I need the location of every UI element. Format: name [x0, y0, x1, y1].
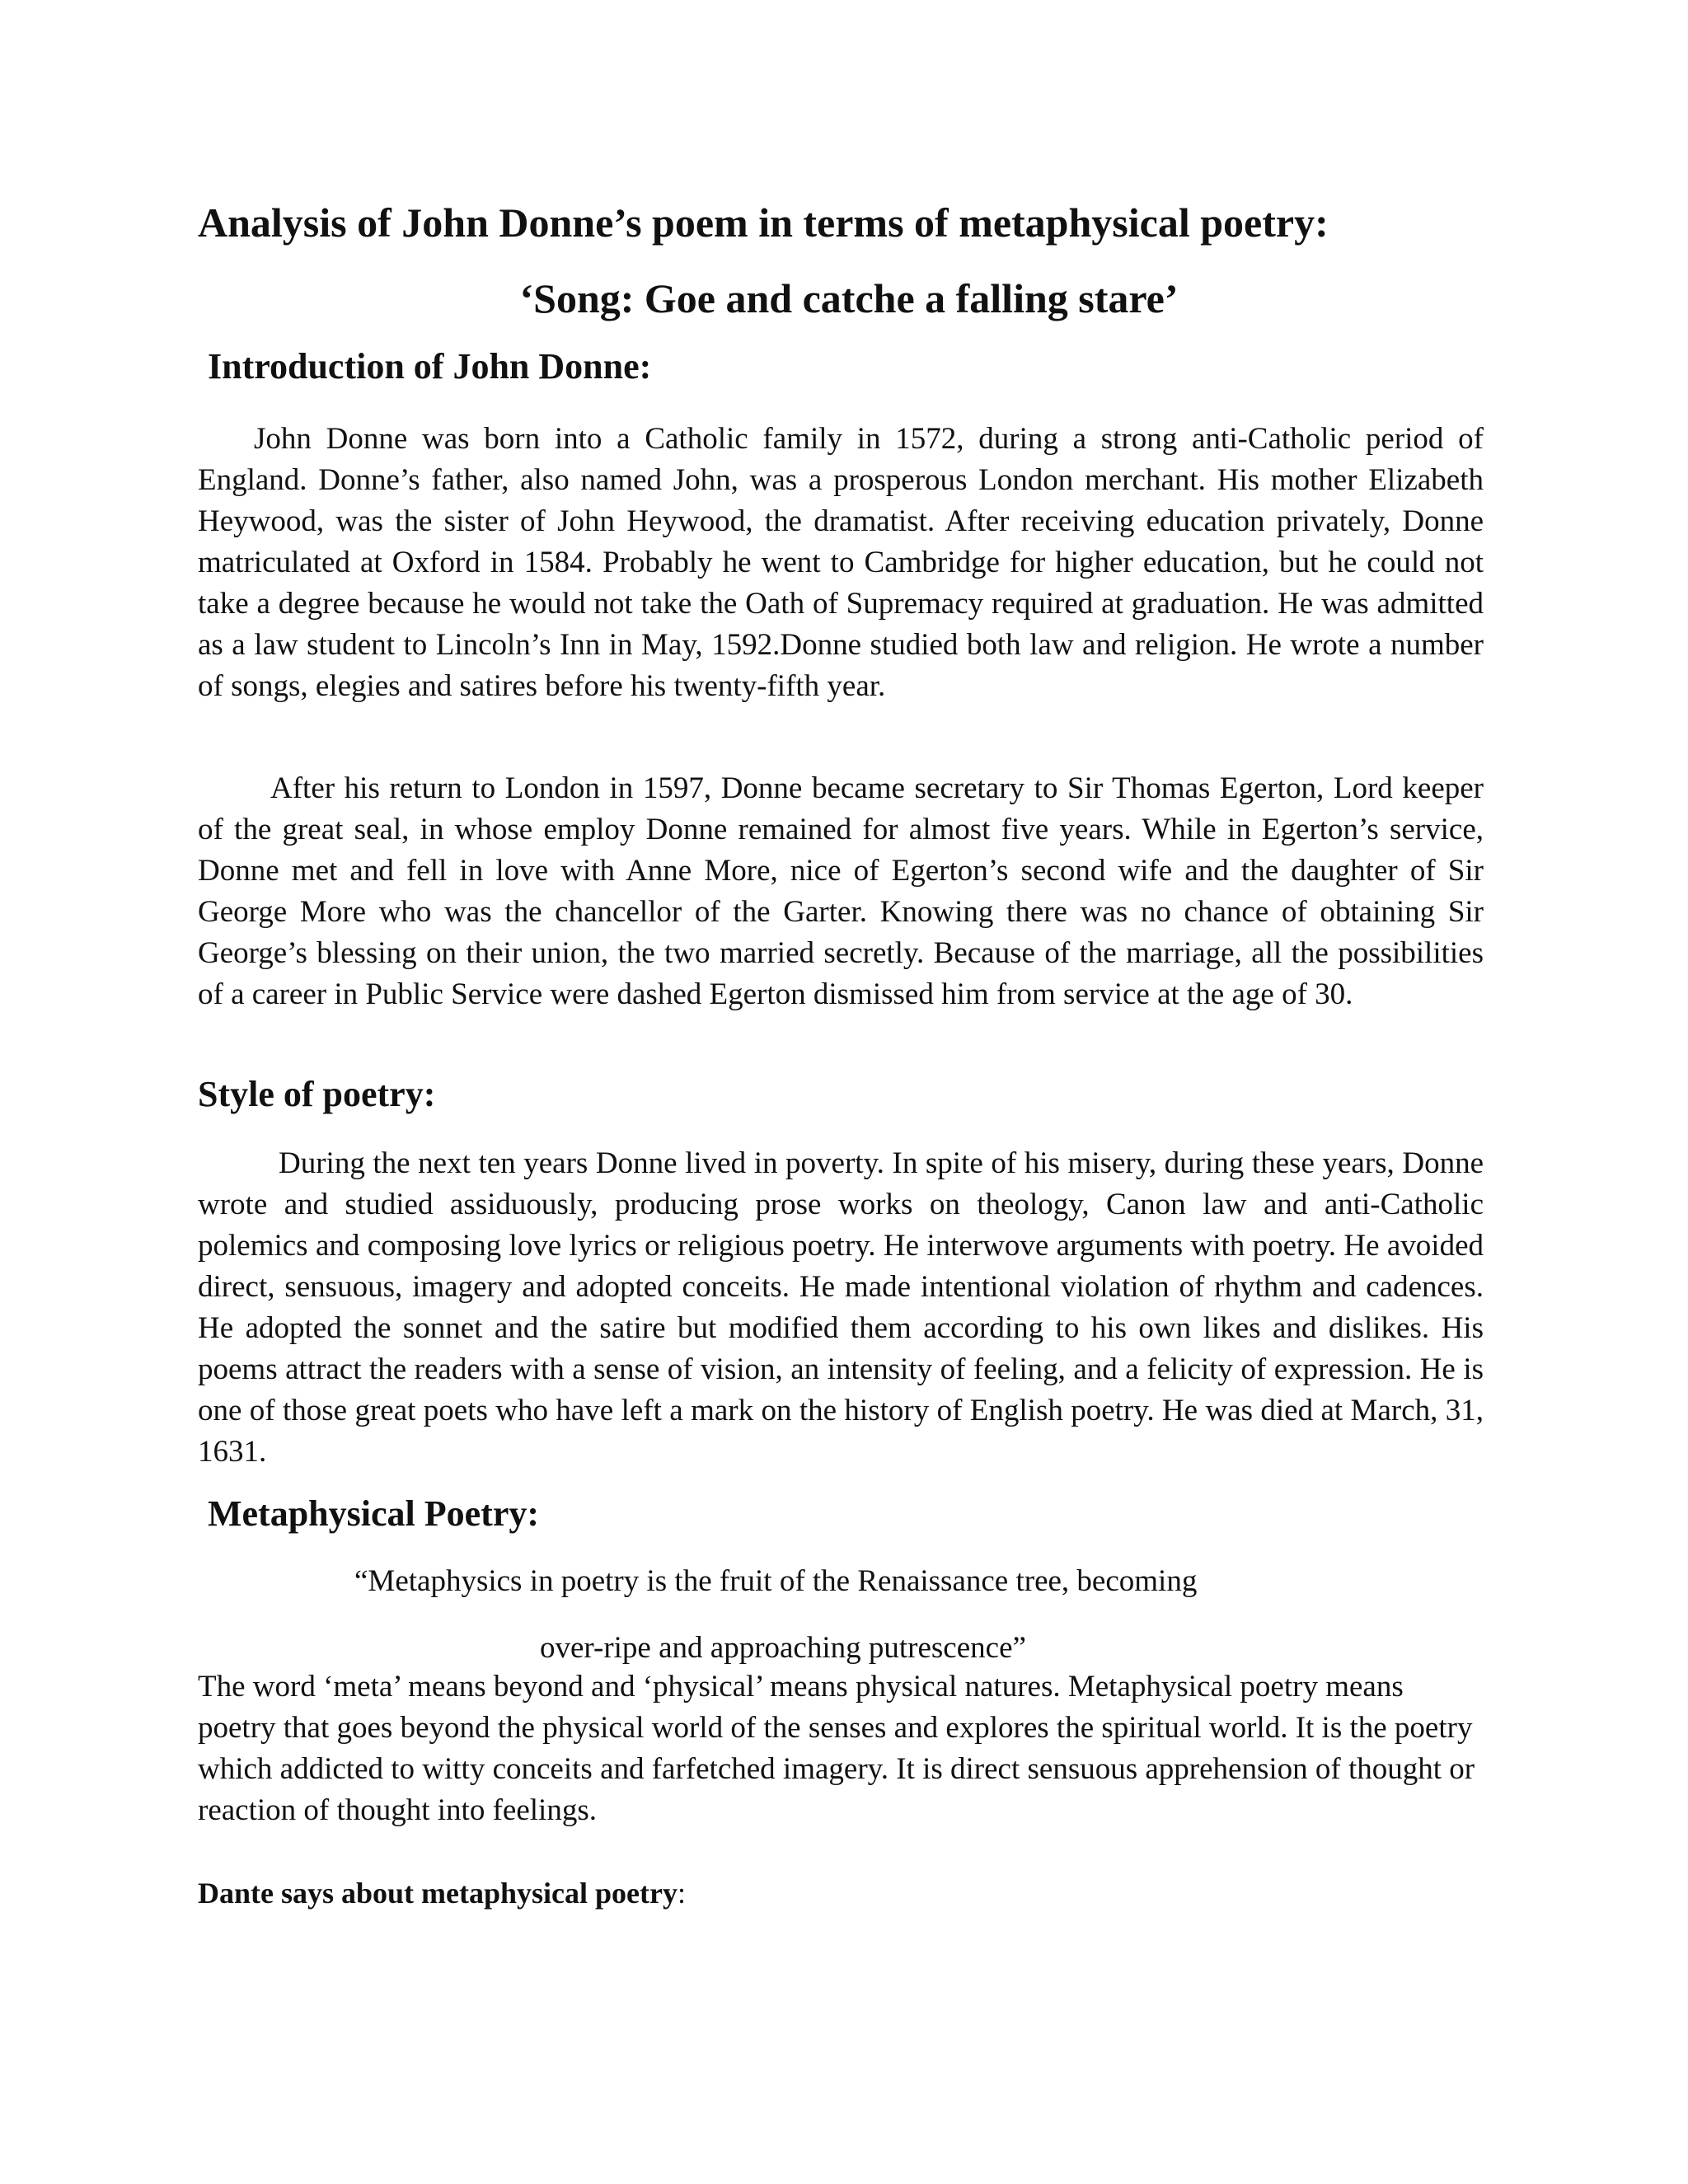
- heading-style-of-poetry: Style of poetry:: [198, 1074, 436, 1114]
- paragraph-meaning: The word ‘meta’ means beyond and ‘physical’ means physical natures. Metaphysical poetry means poetry that goes beyond the physical world of the senses and explores the spiritual world. It is the poetry which addicted to witty conceits and farfetched imagery. It is direct sensuous apprehension of thought or reaction of thought into feelings.: [198, 1670, 1475, 1827]
- heading-metaphysical-poetry: Metaphysical Poetry:: [208, 1493, 539, 1534]
- paragraph-career: After his return to London in 1597, Donne became secretary to Sir Thomas Egerton, Lord keeper of the great seal, in whose employ Donne remained for almost five years. While in Egerton’s service, Donne met and fell in love with Anne More, nice of Egerton’s second wife and the daughter of Sir George More who was the chancellor of the Garter. Knowing there was no chance of obtaining Sir George’s blessing on their union, the two married secretly. Because of the marriage, all the possibilities of a career in Public Service were dashed Egerton dismissed him from service at the age of 30.: [198, 771, 1484, 1011]
- dante-label: Dante says about metaphysical poetry: [198, 1877, 678, 1910]
- quote-line-2: over-ripe and approaching putrescence”: [540, 1631, 1026, 1665]
- document-title: Analysis of John Donne’s poem in terms of metaphysical poetry:: [198, 199, 1329, 246]
- paragraph-style: During the next ten years Donne lived in poverty. In spite of his misery, during these years, Donne wrote and studied assiduously, producing prose works on theology, Canon law and anti-Catholic polemics and composing love lyrics or religious poetry. He interwove arguments with poetry. He avoided direct, sensuous, imagery and adopted conceits. He made intentional violation of rhythm and cadences. He adopted the sonnet and the satire but modified them according to his own likes and dislikes. His poems attract the readers with a sense of vision, an intensity of feeling, and a felicity of expression. He is one of those great poets who have left a mark on the history of English poetry. He was died at March, 31, 1631.: [198, 1146, 1484, 1469]
- dante-line: [198, 1872, 686, 1914]
- dante-colon: :: [678, 1877, 687, 1910]
- quote-line-1: “Metaphysics in poetry is the fruit of the Renaissance tree, becoming: [354, 1564, 1198, 1598]
- paragraph-introduction: John Donne was born into a Catholic family in 1572, during a strong anti-Catholic period of England. Donne’s father, also named John, was a prosperous London merchant. His mother Elizabeth Heywood, was the sister of John Heywood, the dramatist. After receiving education privately, Donne matriculated at Oxford in 1584. Probably he went to Cambridge for higher education, but he could not take a degree because he would not take the Oath of Supremacy required at graduation. He was admitted as a law student to Lincoln’s Inn in May, 1592.Donne studied both law and religion. He wrote a number of songs, elegies and satires before his twenty-fifth year.: [198, 422, 1484, 703]
- heading-introduction: Introduction of John Donne:: [208, 346, 652, 387]
- document-subtitle: ‘Song: Goe and catche a falling stare’: [519, 275, 1179, 321]
